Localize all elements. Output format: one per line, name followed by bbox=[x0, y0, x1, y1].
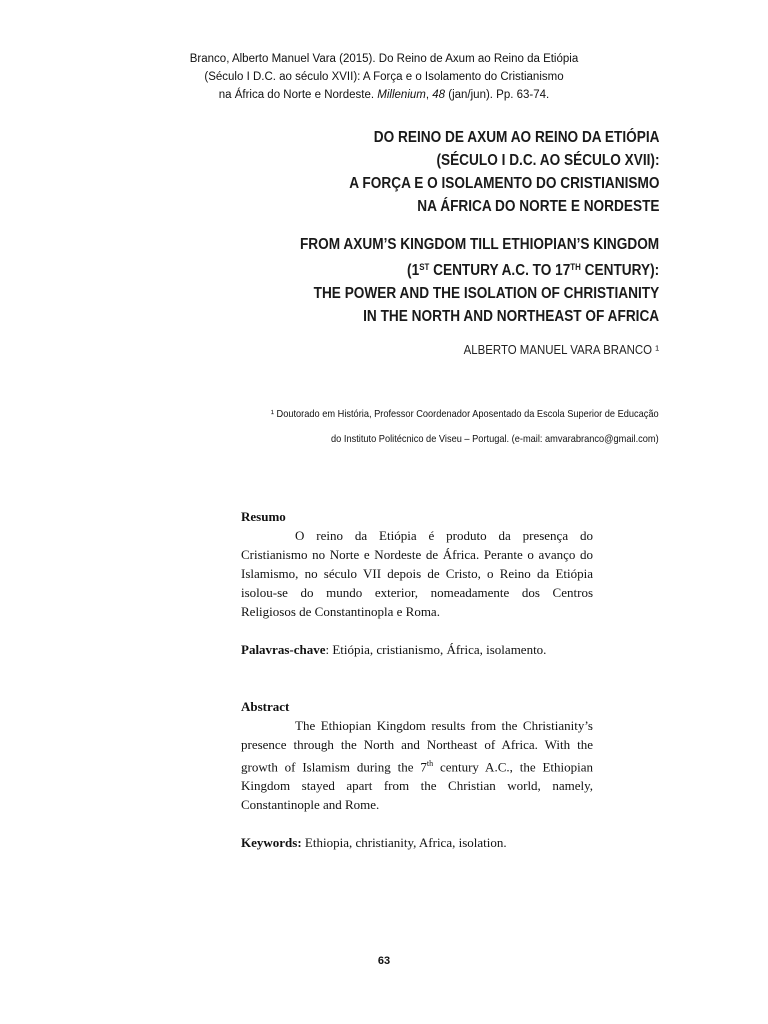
resumo-keywords bbox=[241, 640, 593, 659]
abstract-keywords bbox=[241, 833, 593, 852]
affiliation-line-2: do Instituto Politécnico de Viseu – Portugal. (e-mail: amvarabranco@gmail.com) bbox=[331, 433, 659, 445]
title-english bbox=[300, 233, 659, 328]
resumo-text: O reino da Etiópia é produto da presença do Cristianismo no Norte e Nordeste de África. Perante o avanço do Islamismo, no século VII depois de Cristo, o Reino da Etiópia isolou-se do mundo exterior, nomeadamente dos Centros Religiosos de Constantinopla e Roma. bbox=[241, 528, 593, 619]
abstract-text bbox=[241, 716, 593, 814]
citation-line-1: Branco, Alberto Manuel Vara (2015). Do Reino de Axum ao Reino da Etiópia bbox=[189, 53, 579, 65]
title-pt-line-4: NA ÁFRICA DO NORTE E NORDESTE bbox=[416, 198, 659, 215]
title-en-line-2-part-a: (1 bbox=[406, 262, 420, 279]
page-number: 63 bbox=[377, 955, 391, 967]
resumo-heading: Resumo bbox=[241, 509, 286, 524]
title-pt-line-3: A FORÇA E O ISOLAMENTO DO CRISTIANISMO bbox=[348, 175, 659, 192]
citation-separator: , bbox=[425, 89, 433, 101]
title-en-line-3: THE POWER AND THE ISOLATION OF CHRISTIANITY bbox=[313, 285, 659, 302]
title-en-line-2-part-c: CENTURY): bbox=[580, 262, 659, 279]
citation-header bbox=[0, 50, 768, 104]
resumo-keywords-label: Palavras-chave bbox=[241, 642, 326, 657]
citation-line-2: (Século I D.C. ao século XVII): A Força e o Isolamento do Cristianismo bbox=[204, 71, 564, 83]
abstract-keywords-label: Keywords: bbox=[241, 835, 302, 851]
title-en-line-2-part-b: CENTURY A.C. TO 17 bbox=[429, 262, 571, 279]
title-portuguese bbox=[349, 126, 659, 218]
citation-line-3-text: na África do Norte e Nordeste. bbox=[218, 89, 375, 101]
citation-line-3 bbox=[0, 86, 768, 104]
title-en-line-4: IN THE NORTH AND NORTHEAST OF AFRICA bbox=[362, 308, 659, 325]
affiliation bbox=[271, 402, 659, 452]
resumo-keywords-values: : Etiópia, cristianismo, África, isolamento. bbox=[325, 642, 547, 657]
abstract-section bbox=[241, 507, 593, 852]
abstract-heading: Abstract bbox=[241, 699, 290, 714]
abstract-text-part-b: century A.C., the Ethiopian Kingdom stayed apart from the Christian world, namely, Constantinople and Rome. bbox=[241, 759, 593, 813]
superscript-th: TH bbox=[570, 262, 581, 272]
superscript-st: ST bbox=[419, 262, 430, 272]
affiliation-line-1: ¹ Doutorado em História, Professor Coordenador Aposentado da Escola Superior de Educação bbox=[271, 408, 659, 420]
citation-pages: (jan/jun). Pp. 63-74. bbox=[445, 89, 550, 101]
journal-volume: 48 bbox=[432, 89, 446, 101]
author-name: ALBERTO MANUEL VARA BRANCO ¹ bbox=[463, 342, 659, 357]
title-pt-line-1: DO REINO DE AXUM AO REINO DA ETIÓPIA bbox=[373, 129, 659, 146]
title-en-line-1: FROM AXUM’S KINGDOM TILL ETHIOPIAN’S KINGDOM bbox=[299, 236, 659, 253]
abstract-text-part-a: The Ethiopian Kingdom results from the Christianity’s presence through the North and Northeast of Africa. With the growth of Islamism during the 7 bbox=[241, 718, 593, 775]
journal-name: Millenium bbox=[377, 89, 426, 101]
abstract-keywords-values: Ethiopia, christianity, Africa, isolation. bbox=[301, 835, 507, 851]
title-pt-line-2: (SÉCULO I D.C. AO SÉCULO XVII): bbox=[435, 152, 659, 169]
title-en-line-2 bbox=[300, 256, 659, 282]
abstract-superscript: th bbox=[426, 759, 434, 768]
